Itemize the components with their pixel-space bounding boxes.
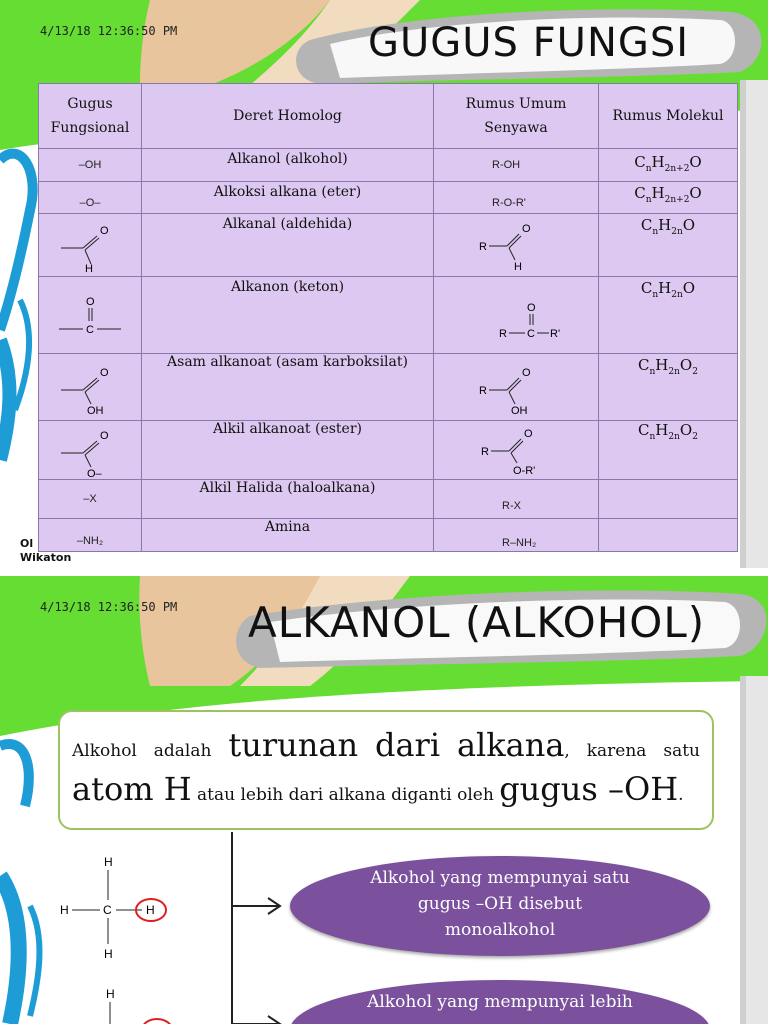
ester-group-structure [55, 421, 125, 479]
timestamp: 4/13/18 12:36:50 PM [40, 24, 178, 38]
group-cell [39, 354, 142, 421]
svg-text:O: O [86, 296, 95, 308]
svg-text:H: H [146, 903, 155, 917]
group-cell: –OH [39, 149, 142, 182]
aldehyde-group-structure [55, 214, 125, 274]
svg-text:OH: OH [511, 405, 528, 417]
molecular-formula-cell [599, 480, 738, 519]
slide-alkanol [0, 576, 768, 1024]
group-cell [39, 277, 142, 354]
general-formula-cell: R–NH₂ [434, 519, 599, 552]
functional-group-table [38, 83, 738, 552]
general-formula-cell [434, 277, 599, 354]
table-row [39, 480, 738, 519]
table-row [39, 354, 738, 421]
svg-text:C: C [527, 328, 535, 340]
svg-text:H: H [104, 947, 113, 961]
general-formula-cell: R-O-R' [434, 182, 599, 214]
header-deret-homolog: Deret Homolog [142, 84, 434, 149]
svg-text:H: H [85, 263, 93, 274]
svg-text:O: O [522, 223, 531, 235]
molecule-diagram [0, 826, 300, 1024]
svg-text:R: R [479, 241, 487, 253]
header-rumus-molekul: Rumus Molekul [599, 84, 738, 149]
name-cell: Alkanol (alkohol) [142, 149, 434, 182]
group-cell: –O– [39, 182, 142, 214]
aldehyde-general-structure [471, 214, 561, 274]
polialkohol-oval: Alkohol yang mempunyai lebih [290, 980, 710, 1024]
group-cell [39, 214, 142, 277]
general-formula-cell [434, 421, 599, 480]
svg-text:O: O [100, 367, 109, 379]
svg-text:O-R': O-R' [513, 465, 536, 477]
molecular-formula-cell [599, 519, 738, 552]
name-cell: Alkoksi alkana (eter) [142, 182, 434, 214]
general-formula-cell [434, 354, 599, 421]
svg-text:O: O [522, 367, 531, 379]
svg-text:O: O [527, 302, 536, 314]
monoalkohol-oval: Alkohol yang mempunyai satu gugus –OH disebut monoalkohol [290, 856, 710, 956]
name-cell: Alkanal (aldehida) [142, 214, 434, 277]
svg-text:O–: O– [87, 468, 102, 479]
table-row [39, 149, 738, 182]
highlight-circle [142, 1019, 172, 1024]
group-cell: –X [39, 480, 142, 519]
molecular-formula-cell: $C_nH_{2n}O_2$ [599, 354, 738, 421]
table-row [39, 421, 738, 480]
ketone-general-structure [471, 277, 561, 351]
table-header-row [39, 84, 738, 149]
name-cell: Alkil Halida (haloalkana) [142, 480, 434, 519]
table-row [39, 182, 738, 214]
author-label: Ol Wikaton [20, 537, 72, 564]
svg-text:O: O [100, 430, 109, 442]
slide-title: ALKANOL (ALKOHOL) [248, 598, 706, 647]
definition-box [58, 710, 714, 830]
molecular-formula-cell: $C_nH_{2n+2}O$ [599, 149, 738, 182]
general-formula-cell: R-OH [434, 149, 599, 182]
group-cell: –NH₂ [39, 519, 142, 552]
definition-line-1: Alkohol adalah turunan dari alkana, karena satu [72, 726, 700, 764]
molecular-formula-cell: $C_nH_{2n}O_2$ [599, 421, 738, 480]
svg-text:R: R [499, 328, 507, 340]
svg-text:H: H [514, 261, 522, 273]
ketone-group-structure [55, 277, 125, 347]
svg-text:C: C [86, 324, 94, 336]
svg-text:R: R [481, 446, 489, 458]
table-row [39, 519, 738, 552]
header-rumus-umum: Rumus Umum Senyawa [434, 84, 599, 149]
ester-general-structure [471, 421, 561, 479]
table-row [39, 277, 738, 354]
name-cell: Alkil alkanoat (ester) [142, 421, 434, 480]
name-cell: Amina [142, 519, 434, 552]
svg-text:H: H [104, 855, 113, 869]
name-cell: Alkanon (keton) [142, 277, 434, 354]
molecular-formula-cell: $C_nH_{2n}O$ [599, 277, 738, 354]
svg-text:H: H [60, 903, 69, 917]
slide-title: GUGUS FUNGSI [368, 20, 690, 66]
molecular-formula-cell: $C_nH_{2n+2}O$ [599, 182, 738, 214]
name-cell: Asam alkanoat (asam karboksilat) [142, 354, 434, 421]
header-gugus-fungsional: Gugus Fungsional [39, 84, 142, 149]
table-row [39, 214, 738, 277]
general-formula-cell: R-X [434, 480, 599, 519]
slide-separator [0, 568, 768, 576]
svg-text:C: C [103, 903, 112, 917]
group-cell [39, 421, 142, 480]
timestamp: 4/13/18 12:36:50 PM [40, 600, 178, 614]
definition-line-2: atom H atau lebih dari alkana diganti oleh gugus –OH . [72, 770, 684, 808]
svg-text:O: O [100, 225, 109, 237]
carboxylic-general-structure [471, 354, 561, 418]
molecular-formula-cell: $C_nH_{2n}O$ [599, 214, 738, 277]
general-formula-cell [434, 214, 599, 277]
svg-text:H: H [106, 987, 115, 1001]
svg-text:O: O [524, 428, 533, 440]
svg-text:R: R [479, 385, 487, 397]
carboxylic-group-structure [55, 354, 125, 418]
svg-text:R': R' [550, 328, 561, 340]
svg-text:OH: OH [87, 405, 104, 417]
